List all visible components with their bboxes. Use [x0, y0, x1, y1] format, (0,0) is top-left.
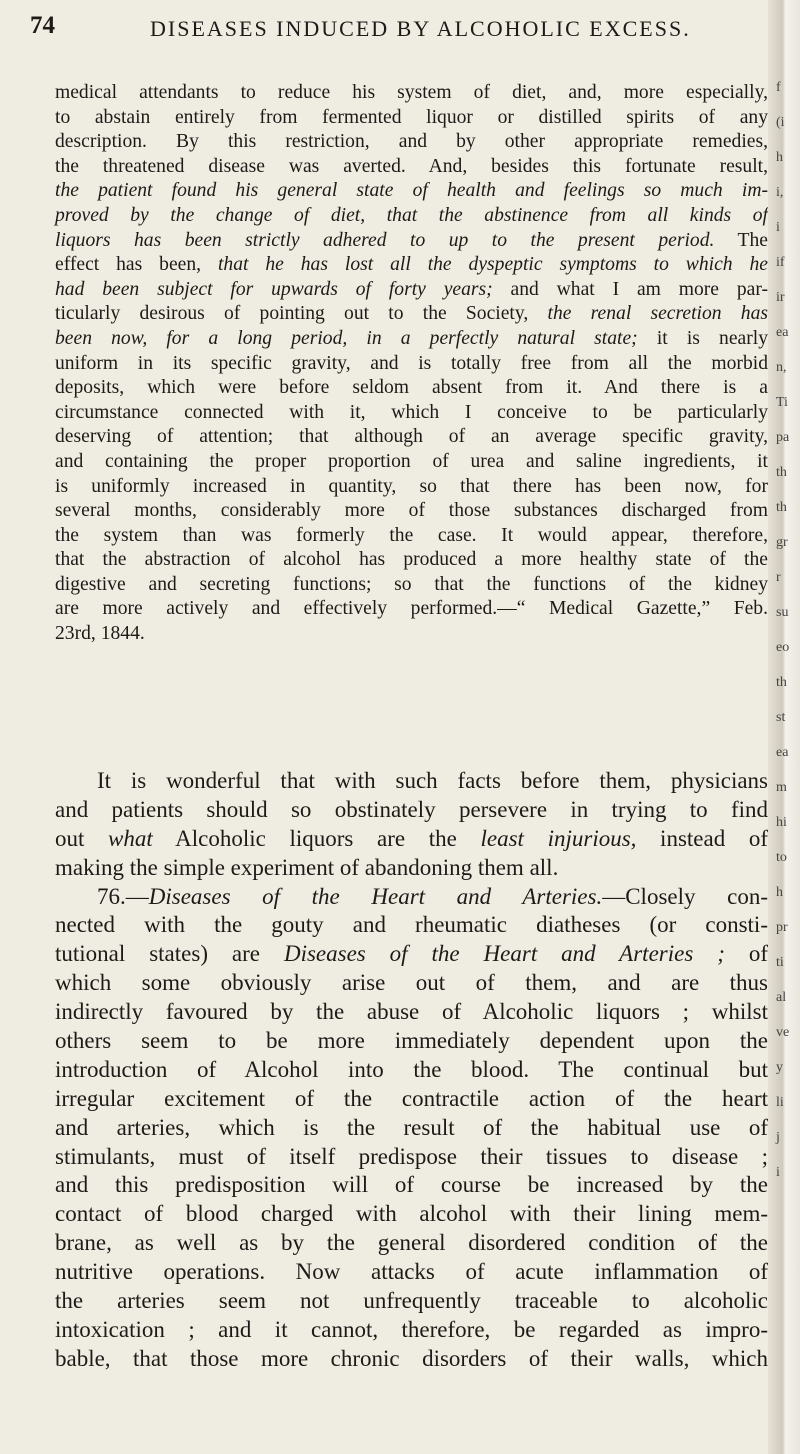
edge-letter: Ti	[776, 395, 788, 410]
text-line	[55, 106, 768, 131]
edge-letter: li	[776, 1095, 784, 1110]
text-run: irregular excitement of the contractile action of the heart	[55, 1085, 768, 1111]
text-run: is uniformly increased in quantity, so that there has been now, for	[55, 475, 768, 497]
edge-letter: f	[776, 80, 781, 95]
text-run: are more actively and effectively performed.—“ Medical Gazette,” Feb.	[55, 598, 768, 620]
text-run: 76.—	[97, 883, 149, 909]
text-run: effect has been,	[55, 254, 218, 276]
italic-text: the renal secretion has	[547, 303, 769, 325]
text-run: stimulants, must of itself predispose their tissues to disease ;	[55, 1143, 768, 1169]
text-line	[55, 911, 768, 940]
text-line	[55, 253, 768, 278]
text-line	[55, 1171, 768, 1200]
text-line	[55, 998, 768, 1027]
edge-letter: al	[776, 990, 787, 1005]
text-run: the threatened disease was averted. And, besides this fortunate result,	[55, 155, 768, 177]
text-run: and patients should so obstinately persevere in trying to find	[55, 796, 768, 822]
edge-letter: i	[776, 220, 780, 235]
text-run: The	[714, 229, 768, 251]
edge-letter: th	[776, 465, 787, 480]
text-line	[55, 1085, 768, 1114]
text-run: intoxication ; and it cannot, therefore, be regarded as impro-	[55, 1316, 768, 1342]
text-run: description. By this restriction, and by other appropriate remedies,	[55, 131, 768, 153]
text-line	[55, 1056, 768, 1085]
edge-letter: j	[776, 1130, 780, 1145]
text-run: bable, that those more chronic disorders of their walls, which	[55, 1345, 768, 1371]
text-line	[55, 155, 768, 180]
text-run: and what I am more par-	[492, 278, 769, 300]
text-line	[55, 573, 768, 598]
edge-letter: to	[776, 850, 787, 865]
text-line	[55, 622, 768, 647]
text-line	[55, 825, 768, 854]
text-run: the system than was formerly the case. It would appear, therefore,	[55, 524, 768, 546]
edge-letter: (i	[776, 115, 785, 130]
text-line	[55, 524, 768, 549]
text-run: It is wonderful that with such facts before them, physicians	[97, 768, 768, 793]
text-run: others seem to be more immediately dependent upon the	[55, 1028, 768, 1054]
text-run: nected with the gouty and rheumatic diatheses (or consti-	[55, 912, 768, 938]
edge-letter: pa	[776, 430, 790, 445]
italic-text: Diseases of the Heart and Arteries.	[148, 883, 603, 909]
edge-letter: r	[776, 570, 781, 585]
text-line	[55, 1143, 768, 1172]
text-run: and containing the proper proportion of urea and saline ingredients, it	[55, 450, 768, 472]
text-line	[55, 854, 768, 883]
text-line	[55, 425, 768, 450]
text-line	[55, 767, 768, 796]
text-run: indirectly favoured by the abuse of Alcoholic liquors ; whilst	[55, 999, 768, 1025]
text-run: it is nearly	[637, 327, 768, 349]
text-run: to abstain entirely from fermented liquor or distilled spirits of any	[55, 106, 768, 128]
italic-text: that he has lost all the dyspeptic symptoms to which he	[217, 254, 768, 276]
text-line	[55, 499, 768, 524]
edge-letter: ti	[776, 955, 784, 970]
text-line	[55, 450, 768, 475]
text-line	[55, 1345, 768, 1374]
text-line	[55, 352, 768, 377]
text-run: ticularly desirous of pointing out to the Society,	[55, 303, 548, 325]
text-run: which some obviously arise out of them, and are thus	[55, 970, 768, 996]
page-number: 74	[30, 12, 55, 39]
text-line	[55, 81, 768, 106]
text-run: contact of blood charged with alcohol with their lining mem-	[55, 1201, 768, 1227]
italic-text: what	[108, 825, 153, 851]
text-line	[55, 1229, 768, 1258]
text-line	[55, 179, 768, 204]
italic-text: least injurious,	[480, 825, 637, 851]
edge-letter: i	[776, 1165, 780, 1180]
text-line	[55, 940, 768, 969]
text-run: introduction of Alcohol into the blood. The continual but	[55, 1056, 768, 1082]
text-run: and this predisposition will of course be increased by the	[55, 1172, 768, 1198]
text-line	[55, 597, 768, 622]
text-run: Alcoholic liquors are the	[152, 825, 481, 851]
edge-letter: i,	[776, 185, 784, 200]
text-line	[55, 883, 768, 912]
text-run: that the abstraction of alcohol has produced a more healthy state of the	[55, 549, 768, 571]
edge-letter: m	[776, 780, 787, 795]
italic-text: Diseases of the Heart and Arteries ;	[283, 941, 725, 967]
text-run: nutritive operations. Now attacks of acute inflammation of	[55, 1259, 768, 1285]
edge-letter: hi	[776, 815, 787, 830]
facing-page-letters	[772, 0, 800, 1454]
edge-letter: ir	[776, 290, 785, 305]
edge-letter: pr	[776, 920, 788, 935]
edge-letter: ea	[776, 745, 789, 760]
text-line	[55, 1027, 768, 1056]
edge-letter: n,	[776, 360, 787, 375]
edge-letter: su	[776, 605, 789, 620]
text-line	[55, 1114, 768, 1143]
text-run: tutional states) are	[55, 941, 284, 967]
facing-page-edge	[768, 0, 800, 1454]
text-line	[55, 229, 768, 254]
text-line	[55, 969, 768, 998]
text-run: of	[724, 941, 768, 967]
text-run: deposits, which were before seldom absent from it. And there is a	[55, 377, 768, 399]
main-text-paragraphs	[55, 767, 768, 1374]
text-line	[55, 327, 768, 352]
text-run: instead of	[636, 825, 769, 851]
edge-letter: gr	[776, 535, 788, 550]
text-run: deserving of attention; that although of an average specific gravity,	[55, 426, 768, 448]
edge-letter: h	[776, 885, 783, 900]
page-header	[30, 12, 770, 48]
edge-letter: th	[776, 500, 787, 515]
edge-letter: y	[776, 1060, 783, 1075]
text-line	[55, 1316, 768, 1345]
edge-letter: eo	[776, 640, 790, 655]
italic-text: liquors has been strictly adhered to up to the present period.	[55, 229, 715, 251]
text-run: out	[55, 825, 109, 851]
text-line	[55, 1200, 768, 1229]
text-run: several months, considerably more of those substances discharged from	[55, 500, 768, 522]
edge-letter: ve	[776, 1025, 790, 1040]
italic-text: had been subject for upwards of forty years;	[55, 278, 493, 300]
text-run: —Closely con-	[602, 883, 768, 909]
text-line	[55, 475, 768, 500]
text-run: digestive and secreting functions; so that the functions of the kidney	[55, 573, 768, 595]
edge-letter: th	[776, 675, 787, 690]
text-line	[55, 1258, 768, 1287]
running-title: DISEASES INDUCED BY ALCOHOLIC EXCESS.	[150, 16, 691, 41]
italic-text: the patient found his general state of health and feelings so much im-	[55, 180, 768, 202]
text-line	[55, 401, 768, 426]
text-line	[55, 796, 768, 825]
text-run: 23rd, 1844.	[55, 623, 145, 645]
text-line	[55, 1287, 768, 1316]
text-run: medical attendants to reduce his system of diet, and, more especially,	[55, 82, 768, 103]
edge-letter: ea	[776, 325, 789, 340]
text-line	[55, 376, 768, 401]
text-run: the arteries seem not unfrequently traceable to alcoholic	[55, 1288, 768, 1314]
italic-text: proved by the change of diet, that the abstinence from all kinds of	[55, 204, 768, 226]
text-line	[55, 204, 768, 229]
text-line	[55, 130, 768, 155]
text-line	[55, 302, 768, 327]
text-run: making the simple experiment of abandoning them all.	[55, 854, 559, 880]
italic-text: been now, for a long period, in a perfectly natural state;	[55, 327, 638, 349]
text-line	[55, 548, 768, 573]
edge-letter: h	[776, 150, 783, 165]
text-run: circumstance connected with it, which I conceive to be particularly	[55, 401, 768, 423]
text-run: uniform in its specific gravity, and is totally free from all the morbid	[55, 352, 768, 374]
edge-letter: if	[776, 255, 785, 270]
text-line	[55, 278, 768, 303]
quoted-case-paragraph	[55, 81, 768, 647]
edge-letter: st	[776, 710, 786, 725]
text-run: brane, as well as by the general disordered condition of the	[55, 1230, 768, 1256]
text-run: and arteries, which is the result of the habitual use of	[55, 1114, 768, 1140]
